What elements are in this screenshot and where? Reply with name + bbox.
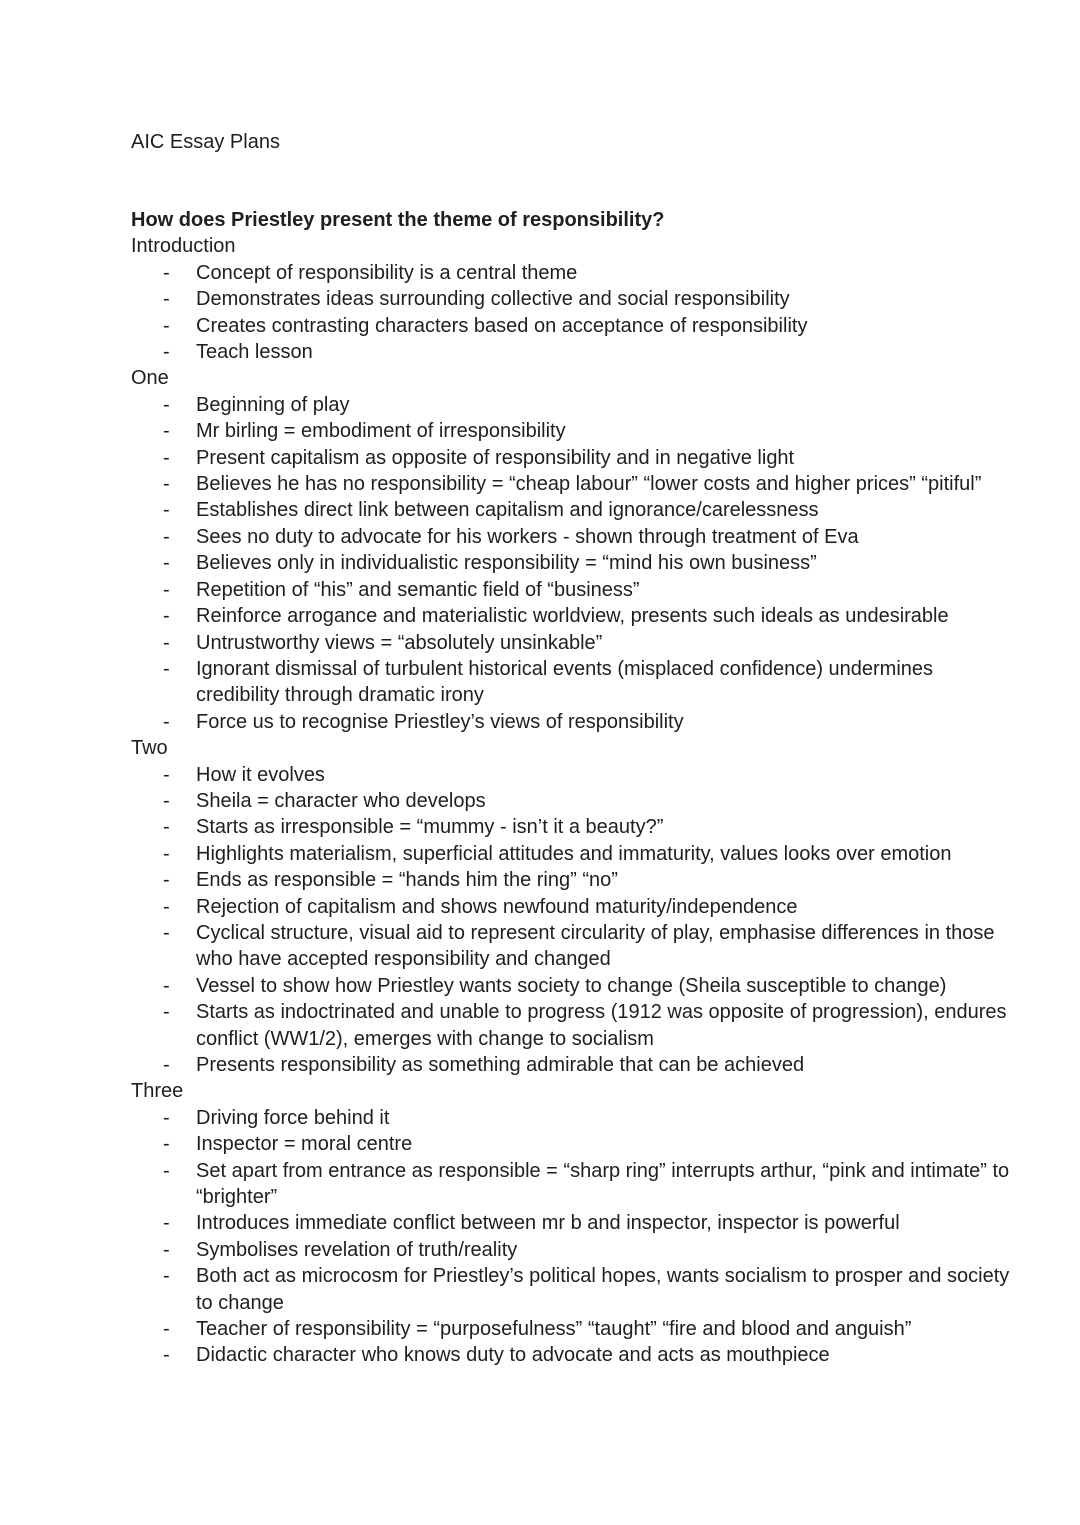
section xyxy=(131,365,1011,735)
dash-bullet-icon: - xyxy=(163,1133,170,1156)
list-item xyxy=(131,894,1011,920)
dash-bullet-icon: - xyxy=(163,1106,170,1129)
list-item-text: Highlights materialism, superficial attitudes and immaturity, values looks over emotion xyxy=(196,842,952,865)
list-item-text: Demonstrates ideas surrounding collective and social responsibility xyxy=(196,288,790,311)
list-item-text: Sheila = character who develops xyxy=(196,789,486,812)
dash-bullet-icon: - xyxy=(163,1054,170,1076)
bullet-list xyxy=(131,392,1011,735)
dash-bullet-icon: - xyxy=(163,1212,170,1235)
dash-bullet-icon: - xyxy=(163,499,170,522)
list-item xyxy=(131,497,1011,523)
list-item-text: Driving force behind it xyxy=(196,1106,390,1129)
dash-bullet-icon: - xyxy=(163,763,170,786)
bullet-list xyxy=(131,762,1011,1079)
list-item-text: Creates contrasting characters based on acceptance of responsibility xyxy=(196,314,808,337)
section-heading: Three xyxy=(131,1080,184,1103)
dash-bullet-icon: - xyxy=(163,341,170,364)
dash-bullet-icon: - xyxy=(163,446,170,469)
list-item-text: Vessel to show how Priestley wants society to change (Sheila susceptible to change) xyxy=(196,974,947,997)
list-item-text: Repetition of “his” and semantic field of “business” xyxy=(196,578,640,601)
dash-bullet-icon: - xyxy=(163,578,170,601)
list-item-text: Inspector = moral centre xyxy=(196,1133,413,1156)
list-item xyxy=(131,1105,1011,1131)
list-item-text: Starts as indoctrinated and unable to progress (1912 was opposite of progression), endures conflict (WW1/2), emerges with change to socialism xyxy=(196,1001,1007,1050)
list-item-text: Set apart from entrance as responsible = “sharp ring” interrupts arthur, “pink and intimate” to “brighter” xyxy=(196,1159,1010,1209)
list-item xyxy=(131,1342,1011,1368)
dash-bullet-icon: - xyxy=(163,921,170,944)
list-item xyxy=(131,524,1011,550)
list-item-text: How it evolves xyxy=(196,763,325,786)
list-item xyxy=(131,999,1011,1052)
section-heading: Two xyxy=(131,737,168,760)
document-title: AIC Essay Plans xyxy=(131,131,280,153)
list-item xyxy=(131,1131,1011,1157)
dash-bullet-icon: - xyxy=(163,1238,170,1261)
list-item xyxy=(131,313,1011,339)
dash-bullet-icon: - xyxy=(163,869,170,892)
list-item xyxy=(131,709,1011,735)
list-item-text: Both act as microcosm for Priestley’s political hopes, wants socialism to prosper and society to change xyxy=(196,1265,1010,1314)
list-item xyxy=(131,260,1011,286)
dash-bullet-icon: - xyxy=(163,657,170,680)
list-item-text: Ignorant dismissal of turbulent historical events (misplaced confidence) undermines credibility through dramatic irony xyxy=(196,657,934,707)
section xyxy=(131,1078,1011,1368)
dash-bullet-icon: - xyxy=(163,393,170,416)
essay-question: How does Priestley present the theme of responsibility? xyxy=(131,209,665,231)
list-item-text: Present capitalism as opposite of responsibility and in negative light xyxy=(196,446,795,469)
dash-bullet-icon: - xyxy=(163,261,170,284)
list-item xyxy=(131,1237,1011,1263)
dash-bullet-icon: - xyxy=(163,288,170,311)
list-item xyxy=(131,339,1011,365)
list-item xyxy=(131,550,1011,576)
dash-bullet-icon: - xyxy=(163,1344,170,1367)
dash-bullet-icon: - xyxy=(163,1318,170,1341)
list-item xyxy=(131,630,1011,656)
list-item-text: Teacher of responsibility = “purposefulness” “taught” “fire and blood and anguish” xyxy=(196,1318,912,1341)
list-item-text: Believes only in individualistic responsibility = “mind his own business” xyxy=(196,552,817,575)
dash-bullet-icon: - xyxy=(163,816,170,839)
dash-bullet-icon: - xyxy=(163,605,170,628)
list-item xyxy=(131,867,1011,893)
dash-bullet-icon: - xyxy=(163,473,170,496)
list-item xyxy=(131,1263,1011,1316)
essay-plan-sections xyxy=(131,233,1011,1368)
list-item xyxy=(131,471,1011,497)
section xyxy=(131,735,1011,1078)
list-item-text: Symbolises revelation of truth/reality xyxy=(196,1238,518,1261)
section-heading: Introduction xyxy=(131,235,236,258)
dash-bullet-icon: - xyxy=(163,314,170,337)
list-item xyxy=(131,286,1011,312)
bullet-list xyxy=(131,1105,1011,1369)
list-item-text: Cyclical structure, visual aid to represent circularity of play, emphasise differences in those who have accepted responsibility and changed xyxy=(196,921,995,971)
list-item-text: Teach lesson xyxy=(196,341,313,364)
list-item xyxy=(131,445,1011,471)
list-item-text: Ends as responsible = “hands him the ring” “no” xyxy=(196,869,618,892)
list-item-text: Didactic character who knows duty to advocate and acts as mouthpiece xyxy=(196,1344,830,1367)
list-item-text: Believes he has no responsibility = “cheap labour” “lower costs and higher prices” “pitiful” xyxy=(196,473,982,496)
dash-bullet-icon: - xyxy=(163,1159,170,1182)
dash-bullet-icon: - xyxy=(163,842,170,865)
list-item-text: Force us to recognise Priestley’s views of responsibility xyxy=(196,710,684,733)
list-item-text: Concept of responsibility is a central theme xyxy=(196,261,578,284)
list-item-text: Mr birling = embodiment of irresponsibility xyxy=(196,420,566,443)
document-page xyxy=(131,129,1011,1369)
list-item-text: Starts as irresponsible = “mummy - isn’t it a beauty?” xyxy=(196,816,664,839)
dash-bullet-icon: - xyxy=(163,895,170,918)
list-item xyxy=(131,973,1011,999)
list-item xyxy=(131,1316,1011,1342)
list-item xyxy=(131,418,1011,444)
dash-bullet-icon: - xyxy=(163,420,170,443)
list-item xyxy=(131,656,1011,709)
list-item xyxy=(131,920,1011,973)
dash-bullet-icon: - xyxy=(163,789,170,812)
list-item-text: Reinforce arrogance and materialistic worldview, presents such ideals as undesirable xyxy=(196,605,949,628)
list-item-text: Beginning of play xyxy=(196,393,350,416)
dash-bullet-icon: - xyxy=(163,1265,170,1288)
list-item-text: Sees no duty to advocate for his workers - shown through treatment of Eva xyxy=(196,525,859,548)
dash-bullet-icon: - xyxy=(163,1001,170,1024)
list-item xyxy=(131,1052,1011,1078)
section-heading: One xyxy=(131,367,169,390)
list-item xyxy=(131,788,1011,814)
list-item xyxy=(131,603,1011,629)
list-item-text: Rejection of capitalism and shows newfound maturity/independence xyxy=(196,895,798,918)
list-item-text: Untrustworthy views = “absolutely unsinkable” xyxy=(196,631,603,654)
bullet-list xyxy=(131,260,1011,366)
list-item xyxy=(131,1158,1011,1211)
list-item xyxy=(131,1210,1011,1236)
list-item xyxy=(131,841,1011,867)
dash-bullet-icon: - xyxy=(163,631,170,654)
list-item-text: Introduces immediate conflict between mr b and inspector, inspector is powerful xyxy=(196,1212,900,1235)
list-item xyxy=(131,814,1011,840)
list-item xyxy=(131,392,1011,418)
list-item-text: Establishes direct link between capitalism and ignorance/carelessness xyxy=(196,499,819,522)
list-item-text: Presents responsibility as something admirable that can be achieved xyxy=(196,1054,805,1076)
dash-bullet-icon: - xyxy=(163,525,170,548)
list-item xyxy=(131,762,1011,788)
list-item xyxy=(131,577,1011,603)
dash-bullet-icon: - xyxy=(163,710,170,733)
dash-bullet-icon: - xyxy=(163,974,170,997)
section xyxy=(131,233,1011,365)
dash-bullet-icon: - xyxy=(163,552,170,575)
